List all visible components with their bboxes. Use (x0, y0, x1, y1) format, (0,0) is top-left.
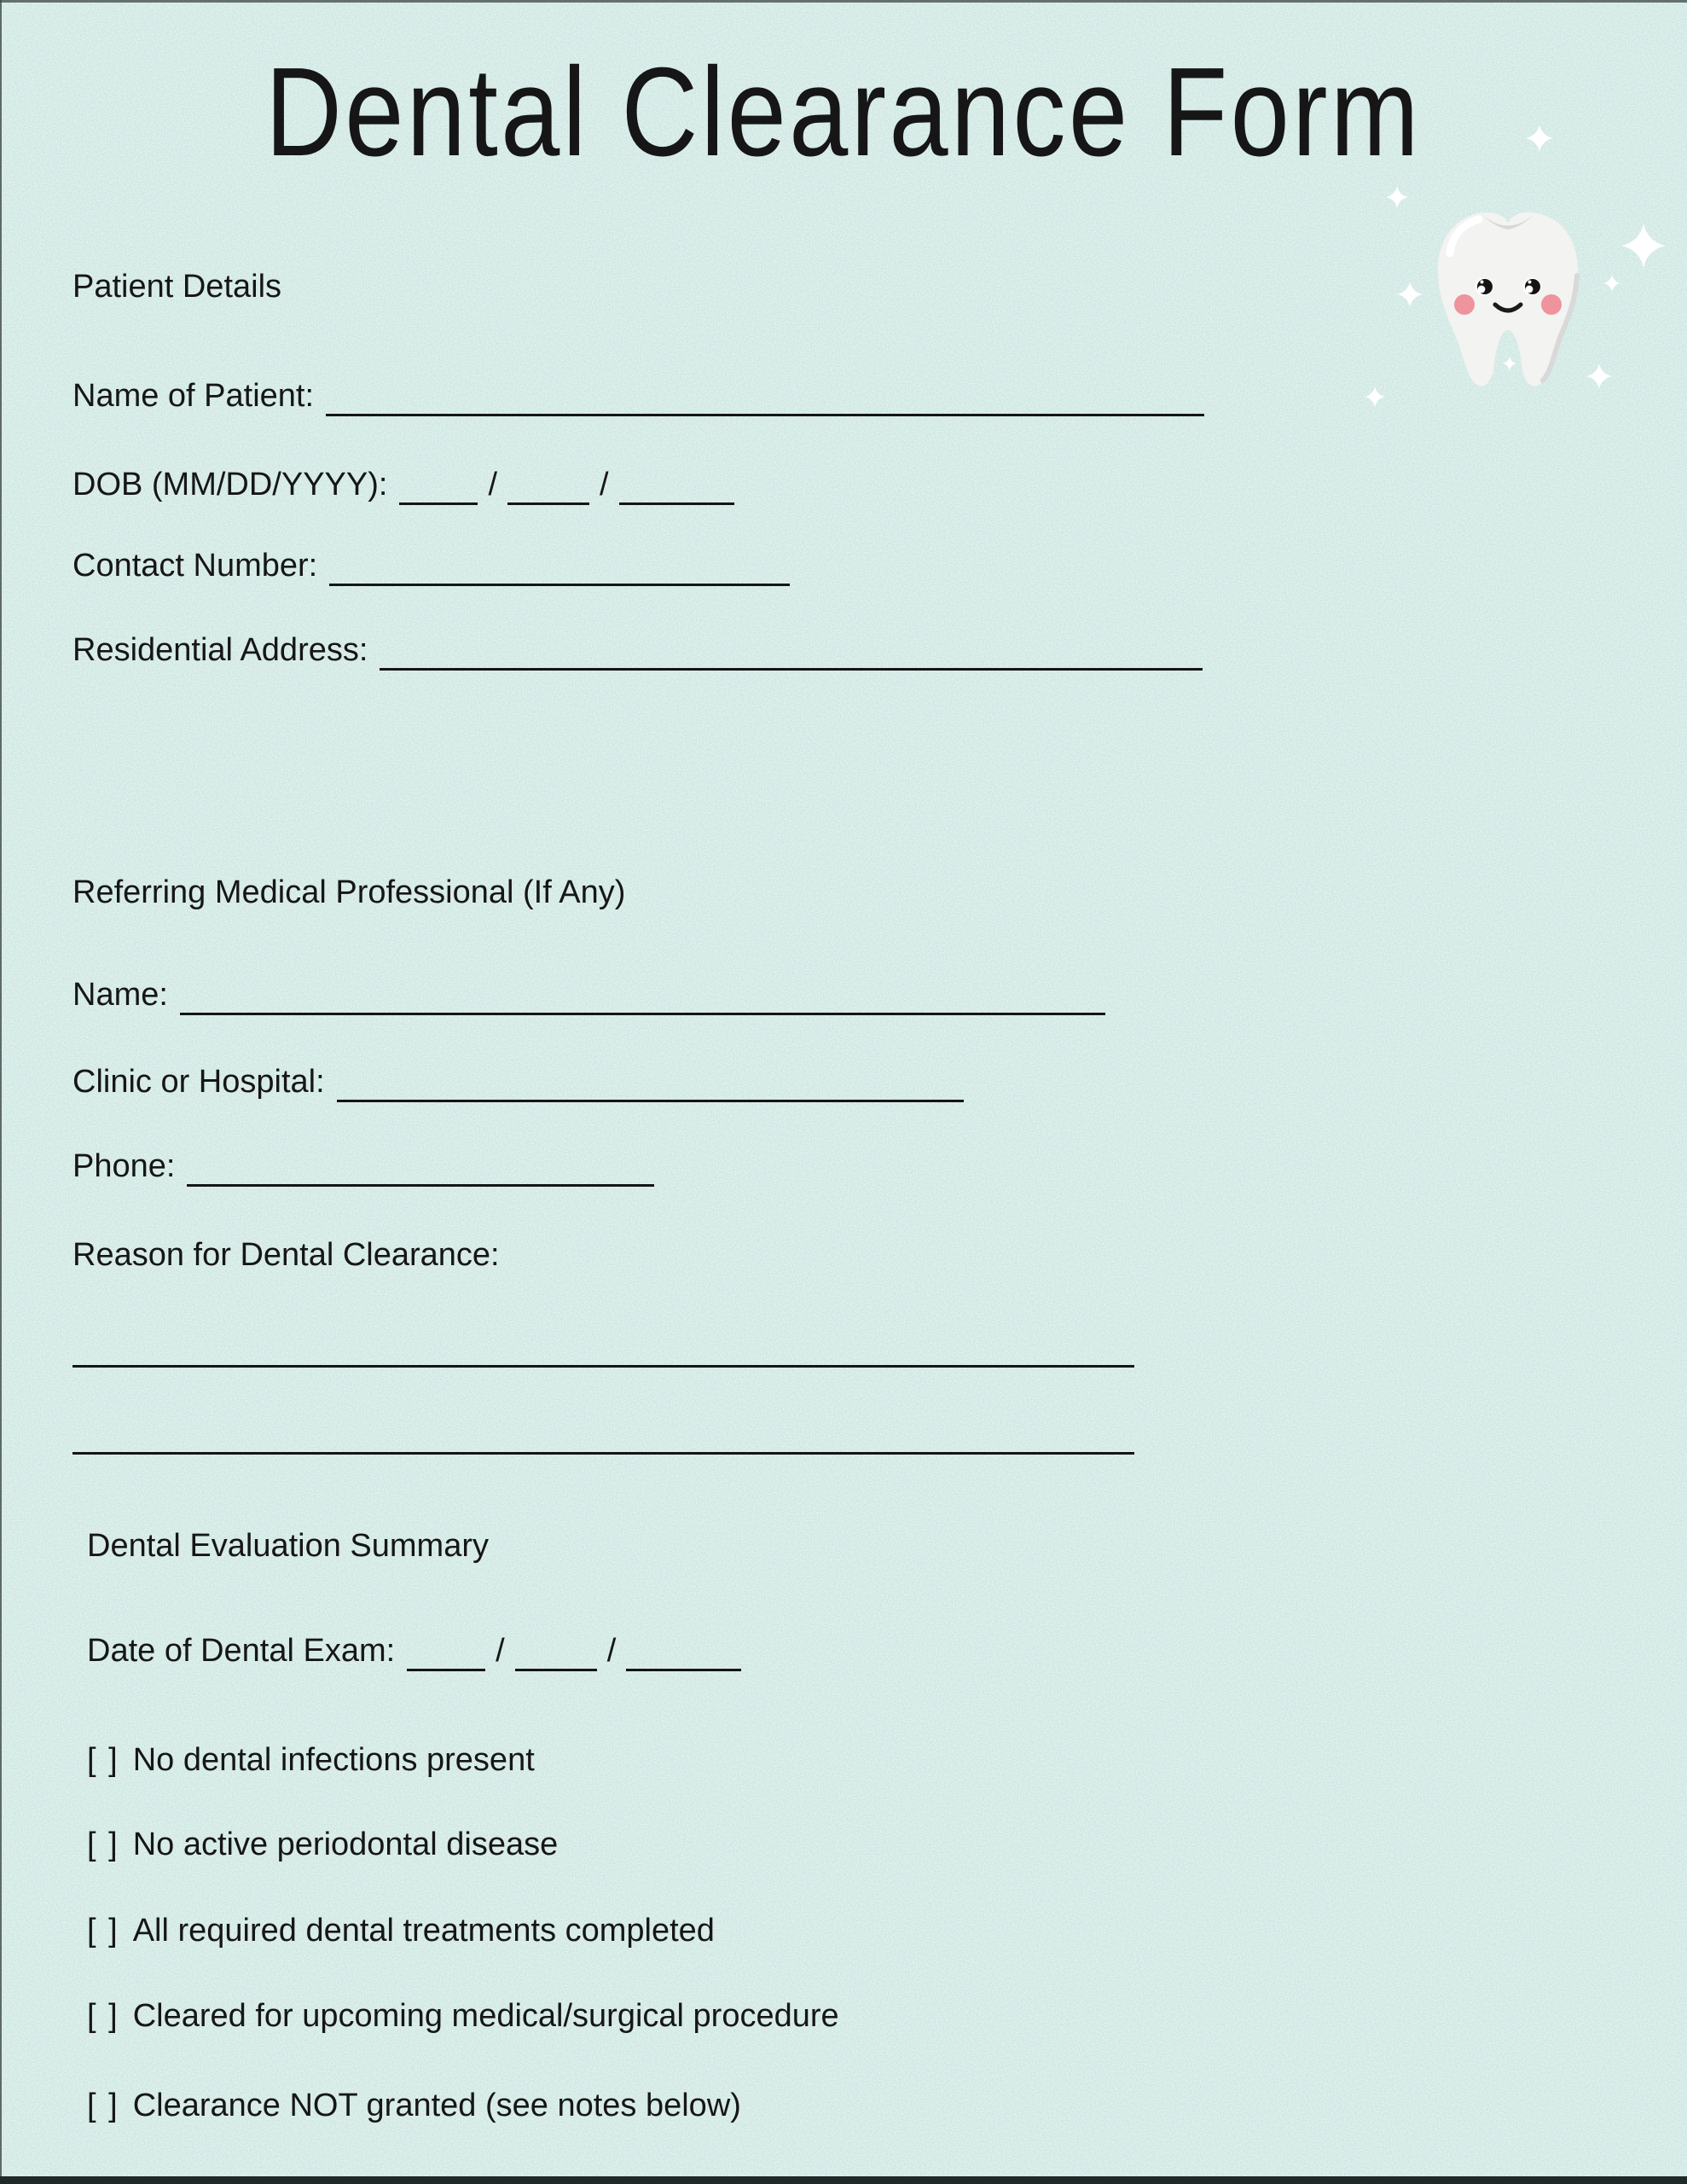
clearance-not-granted-checkbox[interactable]: [ ] (87, 2088, 119, 2123)
field-dob (72, 464, 734, 505)
exam-date-day-input-line[interactable] (515, 1631, 597, 1671)
dob-year-input-line[interactable] (619, 465, 734, 505)
reason-writing-line-1[interactable] (72, 1365, 1134, 1368)
referrer-phone-input-line[interactable] (187, 1147, 654, 1187)
dob-separator-2: / (600, 467, 609, 502)
referrer-name-input-line[interactable] (180, 975, 1105, 1015)
reason-writing-line-2[interactable] (72, 1452, 1134, 1455)
right-eye (1523, 278, 1541, 296)
residential-address-input-line[interactable] (380, 630, 1203, 671)
left-cheek (1454, 294, 1475, 315)
checkbox-row-cleared-for-procedure (87, 1995, 839, 2036)
exam-date-separator-2: / (606, 1633, 617, 1669)
exam-date-year-input-line[interactable] (626, 1631, 741, 1671)
field-referrer-name (72, 974, 1105, 1015)
field-referrer-phone (72, 1146, 654, 1187)
cleared-for-procedure-checkbox[interactable]: [ ] (87, 1998, 119, 2034)
patient-details-heading: Patient Details (72, 269, 282, 305)
checkbox-row-no-periodontal-disease (87, 1824, 558, 1865)
dob-day-input-line[interactable] (507, 465, 589, 505)
dob-label: DOB (MM/DD/YYYY): (72, 467, 388, 502)
left-eye (1475, 278, 1493, 296)
contact-number-input-line[interactable] (329, 546, 790, 586)
name-of-patient-input-line[interactable] (326, 376, 1204, 416)
checkbox-row-treatments-completed (87, 1910, 715, 1951)
treatments-completed-label: All required dental treatments completed (132, 1913, 715, 1949)
section-heading-evaluation (87, 1525, 489, 1566)
page-top-edge-line (0, 0, 1687, 3)
section-heading-patient-details (72, 266, 281, 307)
form-title: Dental Clearance Form (265, 42, 1422, 183)
field-name-of-patient (72, 375, 1204, 416)
checkbox-row-clearance-not-granted (87, 2085, 741, 2126)
dob-separator-1: / (488, 467, 498, 502)
reason-for-clearance-label: Reason for Dental Clearance: (72, 1237, 500, 1273)
contact-number-label: Contact Number: (72, 548, 318, 584)
field-clinic-or-hospital (72, 1061, 964, 1102)
exam-date-label: Date of Dental Exam: (87, 1633, 396, 1669)
clinic-or-hospital-input-line[interactable] (337, 1062, 964, 1102)
no-infections-checkbox[interactable]: [ ] (87, 1742, 119, 1778)
no-infections-label: No dental infections present (132, 1742, 535, 1778)
dob-month-input-line[interactable] (399, 465, 478, 505)
no-periodontal-disease-checkbox[interactable]: [ ] (87, 1827, 119, 1862)
exam-date-separator-1: / (496, 1633, 505, 1669)
field-contact-number (72, 545, 790, 586)
referrer-phone-label: Phone: (72, 1148, 176, 1184)
page-left-edge-line (0, 0, 2, 2184)
name-of-patient-label: Name of Patient: (72, 378, 315, 414)
cleared-for-procedure-label: Cleared for upcoming medical/surgical procedure (132, 1998, 839, 2034)
exam-date-month-input-line[interactable] (407, 1631, 485, 1671)
field-exam-date (87, 1630, 741, 1671)
evaluation-heading: Dental Evaluation Summary (87, 1528, 489, 1564)
section-heading-referring (72, 872, 625, 913)
right-cheek (1541, 294, 1562, 315)
no-periodontal-disease-label: No active periodontal disease (132, 1827, 559, 1862)
clinic-or-hospital-label: Clinic or Hospital: (72, 1064, 325, 1100)
residential-address-label: Residential Address: (72, 632, 368, 668)
tooth-mascot-illustration (1330, 126, 1687, 435)
clearance-not-granted-label: Clearance NOT granted (see notes below) (132, 2088, 741, 2123)
referring-heading: Referring Medical Professional (If Any) (72, 874, 626, 910)
checkbox-row-no-infections (87, 1740, 535, 1780)
treatments-completed-checkbox[interactable]: [ ] (87, 1913, 119, 1949)
field-residential-address (72, 630, 1203, 671)
tooth-body (1438, 212, 1578, 386)
field-reason-label (72, 1234, 500, 1275)
page-bottom-bar (0, 2176, 1687, 2184)
referrer-name-label: Name: (72, 977, 168, 1013)
